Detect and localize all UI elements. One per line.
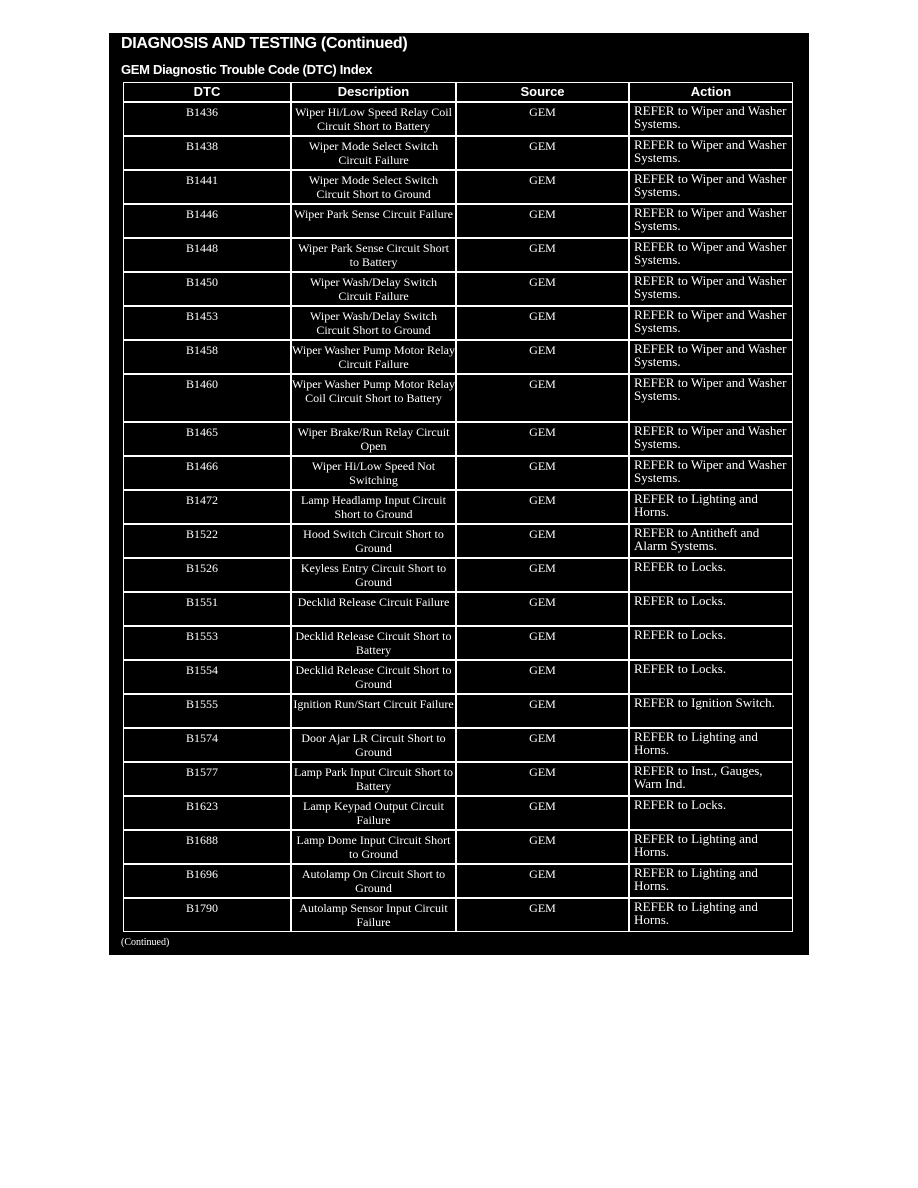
action-cell: REFER to Lighting and Horns. <box>629 490 793 524</box>
table-row <box>123 626 793 660</box>
source-cell: GEM <box>456 422 629 456</box>
action-cell: REFER to Wiper and Washer Systems. <box>629 238 793 272</box>
source-cell: GEM <box>456 558 629 592</box>
action-cell: REFER to Wiper and Washer Systems. <box>629 456 793 490</box>
dtc-code-cell: B1438 <box>123 136 291 170</box>
table-row <box>123 898 793 932</box>
table-row <box>123 864 793 898</box>
dtc-code-cell: B1522 <box>123 524 291 558</box>
table-row <box>123 694 793 728</box>
description-cell: Wiper Brake/Run Relay Circuit Open <box>291 422 456 456</box>
source-cell: GEM <box>456 660 629 694</box>
action-cell: REFER to Inst., Gauges, Warn Ind. <box>629 762 793 796</box>
description-cell: Door Ajar LR Circuit Short to Ground <box>291 728 456 762</box>
action-cell: REFER to Wiper and Washer Systems. <box>629 204 793 238</box>
description-cell: Decklid Release Circuit Failure <box>291 592 456 626</box>
table-row <box>123 660 793 694</box>
action-cell: REFER to Antitheft and Alarm Systems. <box>629 524 793 558</box>
dtc-code-cell: B1555 <box>123 694 291 728</box>
source-cell: GEM <box>456 136 629 170</box>
description-cell: Lamp Dome Input Circuit Short to Ground <box>291 830 456 864</box>
dtc-code-cell: B1526 <box>123 558 291 592</box>
description-cell: Lamp Keypad Output Circuit Failure <box>291 796 456 830</box>
table-row <box>123 830 793 864</box>
source-cell: GEM <box>456 374 629 422</box>
source-cell: GEM <box>456 864 629 898</box>
table-row <box>123 592 793 626</box>
table-row <box>123 102 793 136</box>
source-cell: GEM <box>456 456 629 490</box>
table-body <box>123 102 793 932</box>
dtc-index-table <box>123 82 793 932</box>
description-cell: Decklid Release Circuit Short to Ground <box>291 660 456 694</box>
dtc-code-cell: B1553 <box>123 626 291 660</box>
document-panel <box>109 33 809 955</box>
dtc-code-cell: B1574 <box>123 728 291 762</box>
source-cell: GEM <box>456 340 629 374</box>
table-row <box>123 524 793 558</box>
action-cell: REFER to Wiper and Washer Systems. <box>629 102 793 136</box>
description-cell: Lamp Headlamp Input Circuit Short to Ground <box>291 490 456 524</box>
action-cell: REFER to Ignition Switch. <box>629 694 793 728</box>
source-cell: GEM <box>456 694 629 728</box>
description-cell: Lamp Park Input Circuit Short to Battery <box>291 762 456 796</box>
dtc-code-cell: B1688 <box>123 830 291 864</box>
source-cell: GEM <box>456 762 629 796</box>
dtc-code-cell: B1466 <box>123 456 291 490</box>
description-cell: Wiper Park Sense Circuit Short to Battery <box>291 238 456 272</box>
action-cell: REFER to Wiper and Washer Systems. <box>629 272 793 306</box>
action-cell: REFER to Lighting and Horns. <box>629 830 793 864</box>
source-cell: GEM <box>456 592 629 626</box>
source-cell: GEM <box>456 490 629 524</box>
description-cell: Ignition Run/Start Circuit Failure <box>291 694 456 728</box>
description-cell: Decklid Release Circuit Short to Battery <box>291 626 456 660</box>
source-cell: GEM <box>456 272 629 306</box>
action-cell: REFER to Locks. <box>629 796 793 830</box>
action-cell: REFER to Wiper and Washer Systems. <box>629 306 793 340</box>
description-cell: Autolamp Sensor Input Circuit Failure <box>291 898 456 932</box>
action-cell: REFER to Wiper and Washer Systems. <box>629 136 793 170</box>
source-cell: GEM <box>456 626 629 660</box>
header-action: Action <box>629 82 793 102</box>
action-cell: REFER to Locks. <box>629 592 793 626</box>
table-row <box>123 728 793 762</box>
action-cell: REFER to Lighting and Horns. <box>629 898 793 932</box>
source-cell: GEM <box>456 728 629 762</box>
action-cell: REFER to Wiper and Washer Systems. <box>629 422 793 456</box>
table-row <box>123 238 793 272</box>
source-cell: GEM <box>456 204 629 238</box>
description-cell: Wiper Washer Pump Motor Relay Circuit Failure <box>291 340 456 374</box>
description-cell: Hood Switch Circuit Short to Ground <box>291 524 456 558</box>
description-cell: Wiper Mode Select Switch Circuit Failure <box>291 136 456 170</box>
header-source: Source <box>456 82 629 102</box>
dtc-code-cell: B1448 <box>123 238 291 272</box>
table-header-row <box>123 82 793 102</box>
action-cell: REFER to Lighting and Horns. <box>629 864 793 898</box>
header-description: Description <box>291 82 456 102</box>
table-row <box>123 558 793 592</box>
table-row <box>123 340 793 374</box>
action-cell: REFER to Locks. <box>629 660 793 694</box>
action-cell: REFER to Locks. <box>629 558 793 592</box>
table-row <box>123 796 793 830</box>
dtc-code-cell: B1460 <box>123 374 291 422</box>
dtc-code-cell: B1450 <box>123 272 291 306</box>
page-title: DIAGNOSIS AND TESTING (Continued) <box>121 35 408 52</box>
action-cell: REFER to Lighting and Horns. <box>629 728 793 762</box>
table-row <box>123 204 793 238</box>
dtc-code-cell: B1472 <box>123 490 291 524</box>
table-row <box>123 306 793 340</box>
source-cell: GEM <box>456 898 629 932</box>
table-row <box>123 136 793 170</box>
dtc-code-cell: B1436 <box>123 102 291 136</box>
table-row <box>123 456 793 490</box>
source-cell: GEM <box>456 102 629 136</box>
action-cell: REFER to Locks. <box>629 626 793 660</box>
dtc-code-cell: B1551 <box>123 592 291 626</box>
header-dtc: DTC <box>123 82 291 102</box>
dtc-code-cell: B1446 <box>123 204 291 238</box>
description-cell: Autolamp On Circuit Short to Ground <box>291 864 456 898</box>
table-row <box>123 490 793 524</box>
dtc-code-cell: B1577 <box>123 762 291 796</box>
table-row <box>123 170 793 204</box>
description-cell: Wiper Mode Select Switch Circuit Short to Ground <box>291 170 456 204</box>
table-row <box>123 374 793 422</box>
source-cell: GEM <box>456 830 629 864</box>
dtc-code-cell: B1441 <box>123 170 291 204</box>
source-cell: GEM <box>456 238 629 272</box>
description-cell: Wiper Wash/Delay Switch Circuit Short to Ground <box>291 306 456 340</box>
table-row <box>123 422 793 456</box>
dtc-code-cell: B1465 <box>123 422 291 456</box>
dtc-code-cell: B1790 <box>123 898 291 932</box>
source-cell: GEM <box>456 796 629 830</box>
action-cell: REFER to Wiper and Washer Systems. <box>629 170 793 204</box>
dtc-code-cell: B1623 <box>123 796 291 830</box>
action-cell: REFER to Wiper and Washer Systems. <box>629 374 793 422</box>
source-cell: GEM <box>456 170 629 204</box>
source-cell: GEM <box>456 306 629 340</box>
description-cell: Wiper Wash/Delay Switch Circuit Failure <box>291 272 456 306</box>
description-cell: Wiper Park Sense Circuit Failure <box>291 204 456 238</box>
table-title: GEM Diagnostic Trouble Code (DTC) Index <box>121 62 373 77</box>
dtc-code-cell: B1696 <box>123 864 291 898</box>
description-cell: Wiper Hi/Low Speed Relay Coil Circuit Short to Battery <box>291 102 456 136</box>
dtc-code-cell: B1453 <box>123 306 291 340</box>
description-cell: Wiper Hi/Low Speed Not Switching <box>291 456 456 490</box>
description-cell: Keyless Entry Circuit Short to Ground <box>291 558 456 592</box>
source-cell: GEM <box>456 524 629 558</box>
table-row <box>123 762 793 796</box>
dtc-code-cell: B1458 <box>123 340 291 374</box>
description-cell: Wiper Washer Pump Motor Relay Coil Circuit Short to Battery <box>291 374 456 422</box>
continued-note: (Continued) <box>121 937 170 948</box>
dtc-code-cell: B1554 <box>123 660 291 694</box>
action-cell: REFER to Wiper and Washer Systems. <box>629 340 793 374</box>
table-row <box>123 272 793 306</box>
